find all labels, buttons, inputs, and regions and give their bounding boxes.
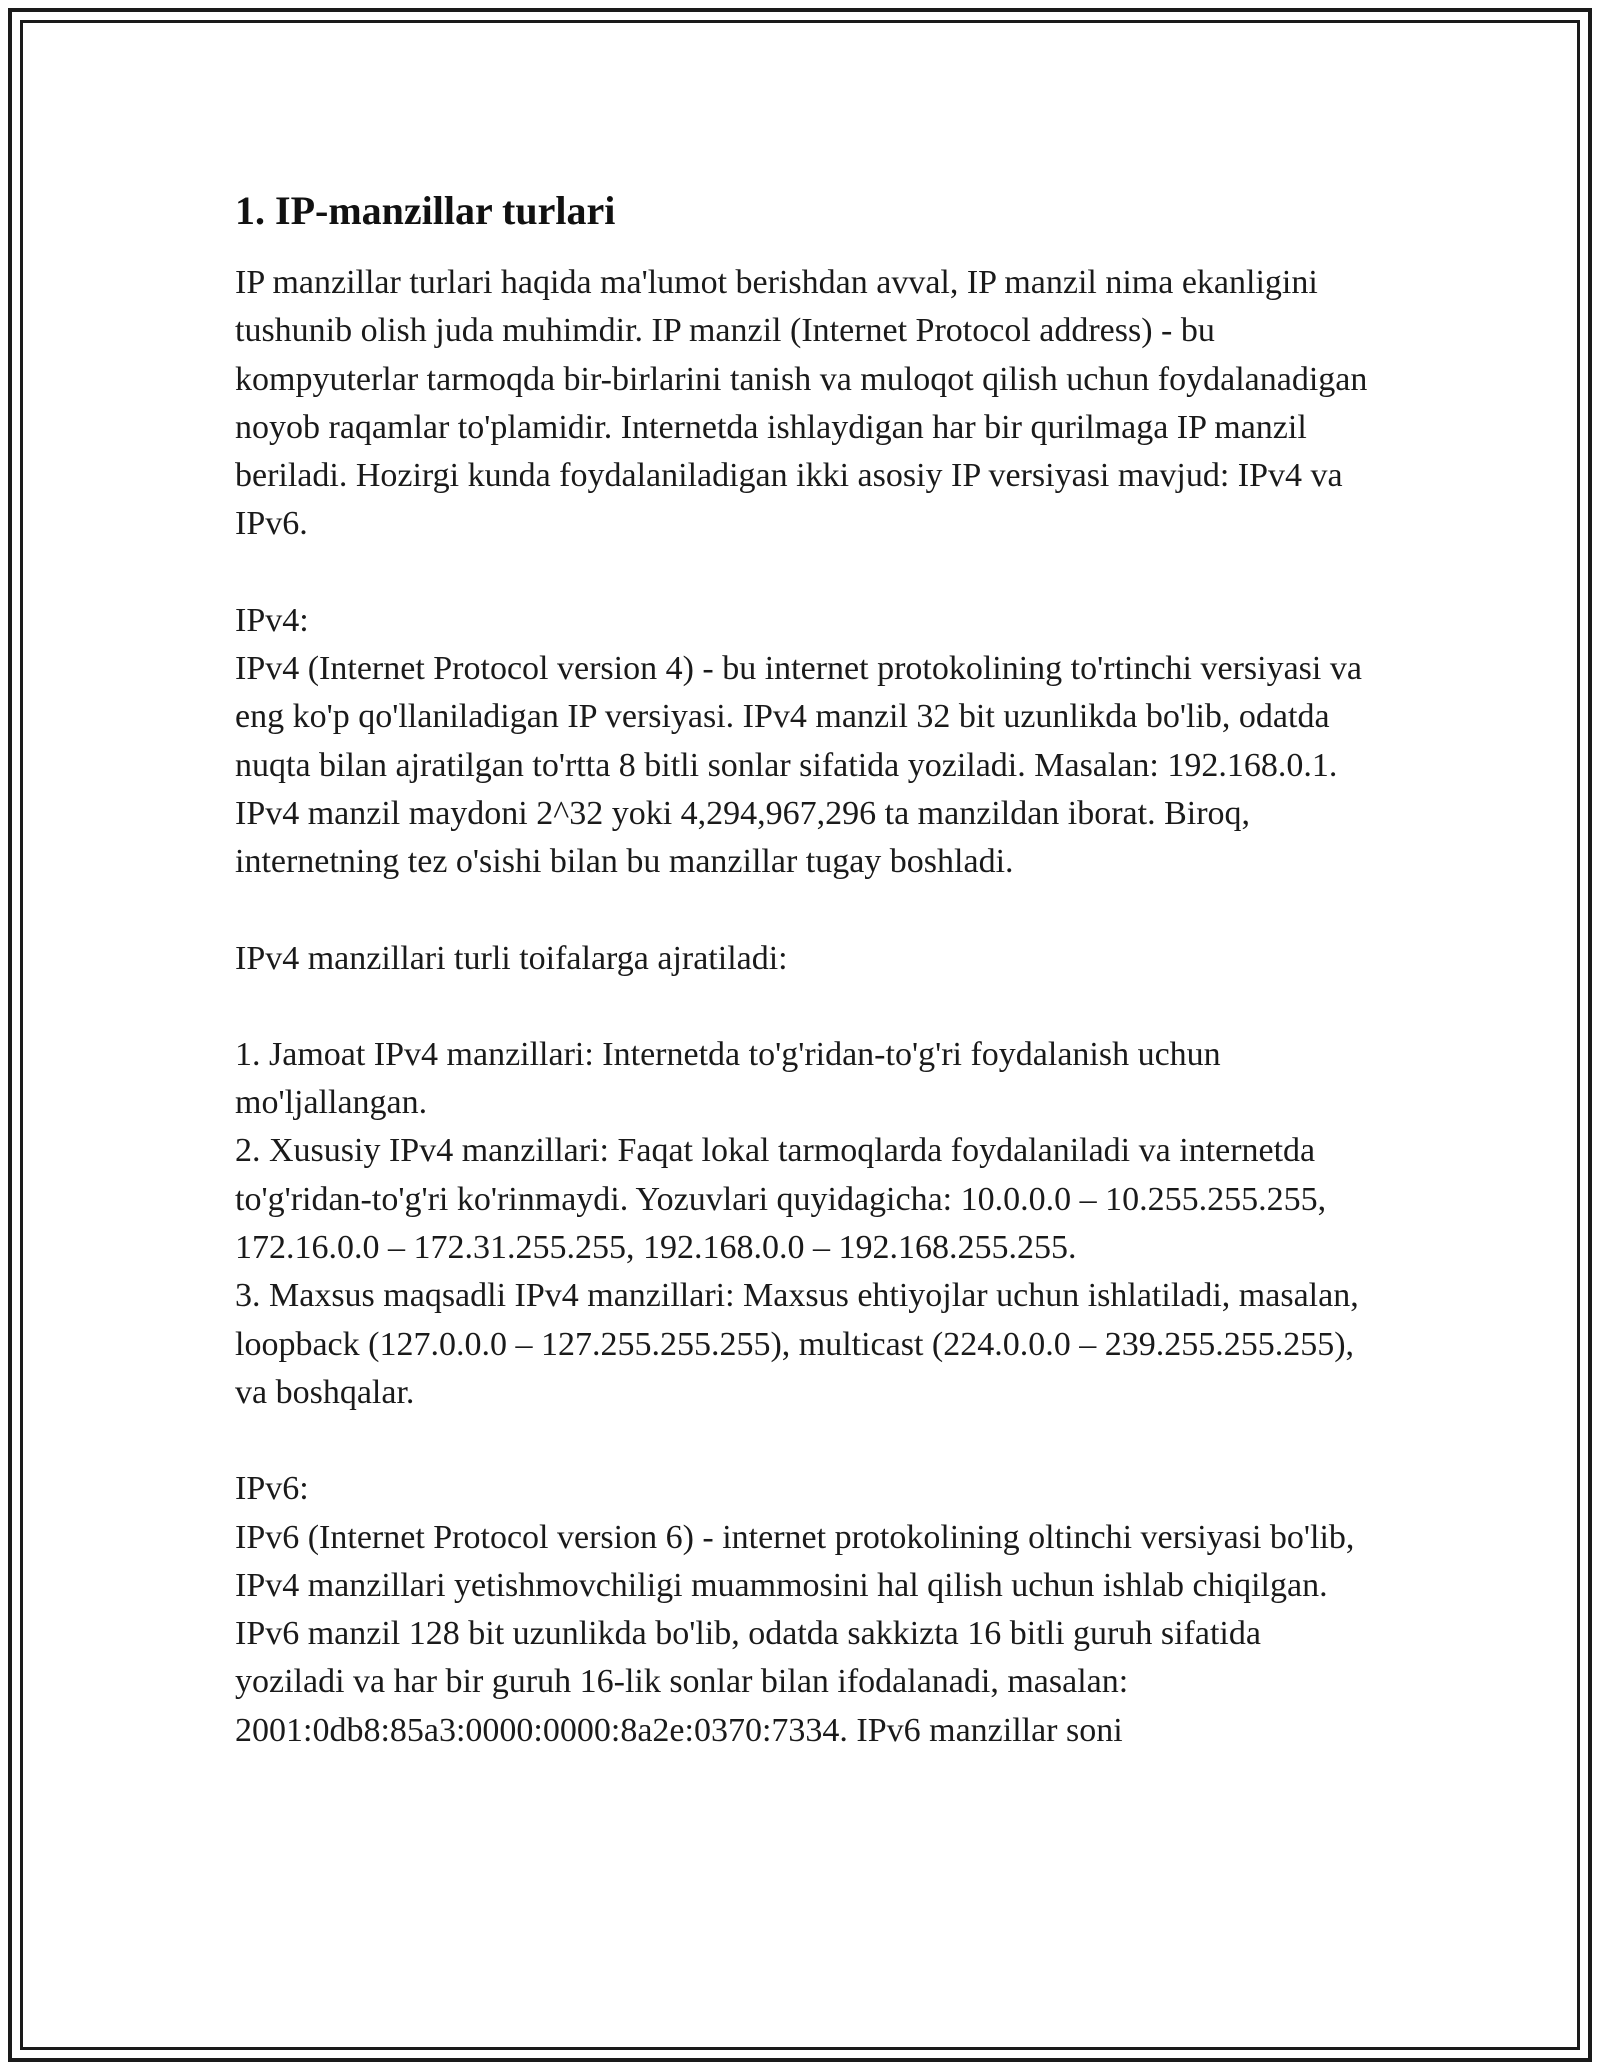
- ipv4-list-item-2: 2. Xususiy IPv4 manzillari: Faqat lokal tarmoqlarda foydalaniladi va internetda to'g'ridan-to'g'ri ko'rinmaydi. Yozuvlari quyidagicha: 10.0.0.0 – 10.255.255.255, 172.16.0.0 – 172.31.255.255, 192.168.0.0 – 192.168.255.255.: [235, 1132, 1335, 1267]
- section-heading: 1. IP-manzillar turlari: [235, 188, 616, 233]
- ipv4-categories-intro: IPv4 manzillari turli toifalarga ajratiladi:: [235, 939, 788, 977]
- ipv4-list-item-1: 1. Jamoat IPv4 manzillari: Internetda to'g'ridan-to'g'ri foydalanish uchun mo'ljallangan.: [235, 1035, 1230, 1122]
- ipv4-list-item-3: 3. Maxsus maqsadli IPv4 manzillari: Maxsus ehtiyojlar uchun ishlatiladi, masalan, loopback (127.0.0.0 – 127.255.255.255), multicast (224.0.0.0 – 239.255.255.255), va boshqalar.: [235, 1277, 1368, 1411]
- document-body: [235, 185, 1376, 1755]
- ipv4-label: IPv4:: [235, 601, 309, 639]
- ipv6-label: IPv6:: [235, 1470, 309, 1508]
- ipv6-paragraph: IPv6 (Internet Protocol version 6) - internet protokolining oltinchi versiyasi bo'lib, IPv4 manzillari yetishmovchiligi muammosini hal qilish uchun ishlab chiqilgan. IPv6 manzil 128 bit uzunlikda bo'lib, odatda sakkizta 16 bitli guruh sifatida yoziladi va har bir guruh 16-lik sonlar bilan ifodalanadi, masalan: 2001:0db8:85a3:0000:0000:8a2e:0370:7334. IPv6 manzillar soni: [235, 1518, 1363, 1749]
- ipv4-paragraph: IPv4 (Internet Protocol version 4) - bu internet protokolining to'rtinchi versiyasi va eng ko'p qo'llaniladigan IP versiyasi. IPv4 manzil 32 bit uzunlikda bo'lib, odatda nuqta bilan ajratilgan to'rtta 8 bitli sonlar sifatida yoziladi. Masalan: 192.168.0.1. IPv4 manzil maydoni 2^32 yoki 4,294,967,296 ta manzildan iborat. Biroq, internetning tez o'sishi bilan bu manzillar tugay boshladi.: [235, 650, 1371, 881]
- intro-paragraph: IP manzillar turlari haqida ma'lumot berishdan avval, IP manzil nima ekanligini tushunib olish juda muhimdir. IP manzil (Internet Protocol address) - bu kompyuterlar tarmoqda bir-birlarini tanish va muloqot qilish uchun foydalanadigan noyob raqamlar to'plamidir. Internetda ishlaydigan har bir qurilmaga IP manzil beriladi. Hozirgi kunda foydalaniladigan ikki asosiy IP versiyasi mavjud: IPv4 va IPv6.: [235, 264, 1376, 543]
